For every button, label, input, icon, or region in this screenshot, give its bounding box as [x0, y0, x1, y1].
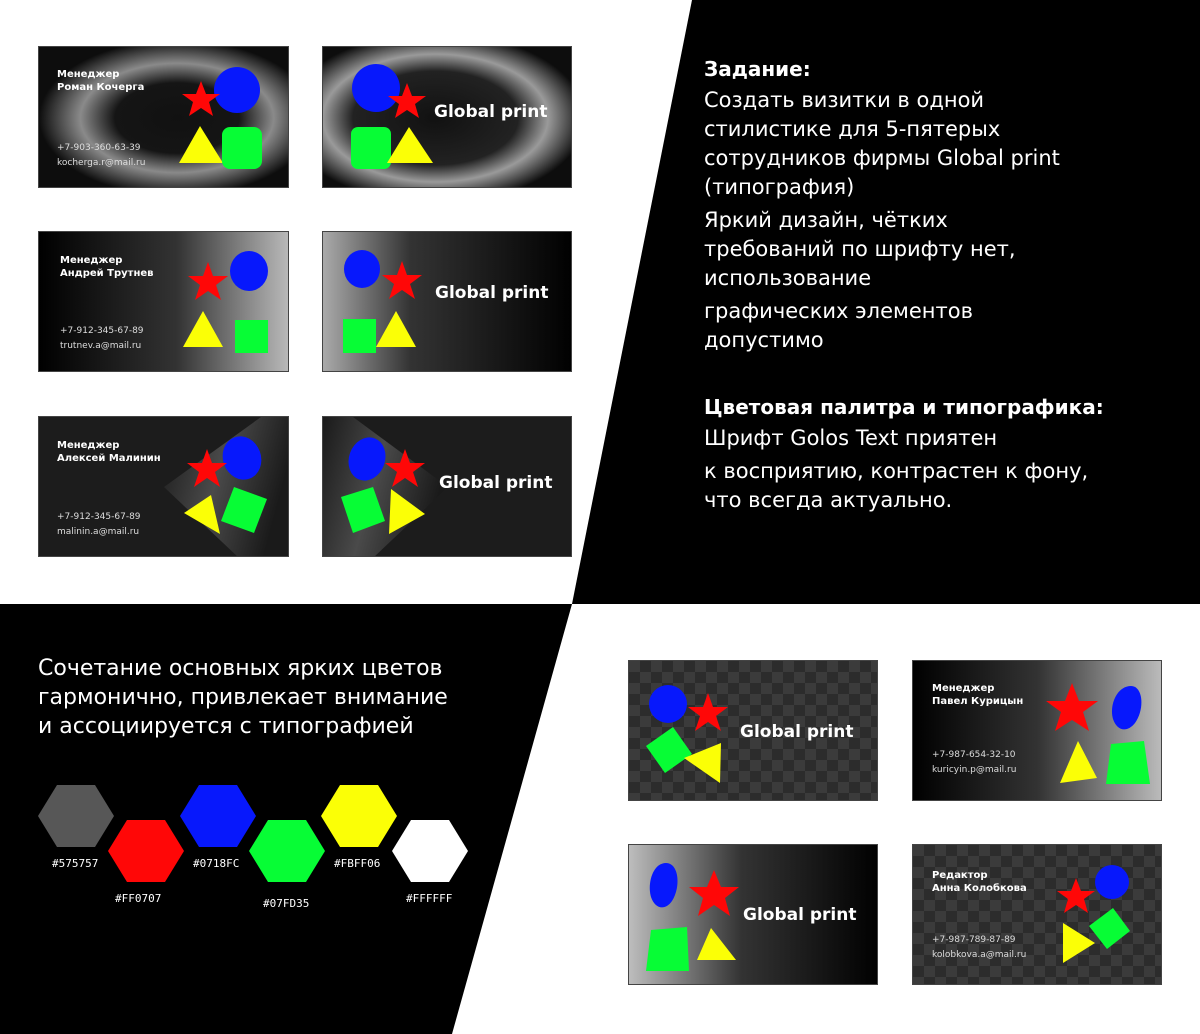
- swatch-label-5: #FBFF06: [334, 857, 381, 870]
- palette-line-1: Шрифт Golos Text приятен: [704, 426, 998, 450]
- brand-name: Global print: [743, 905, 857, 925]
- swatch-label-1: #575757: [52, 857, 99, 870]
- swatch-575757: [38, 785, 114, 847]
- business-card-kolobkova: [912, 844, 1162, 985]
- swatch-label-6: #FFFFFF: [406, 892, 453, 905]
- palette-block: [704, 393, 1184, 515]
- business-card-kocherga: [38, 46, 289, 188]
- card-contacts: +7-903-360-63-39 kocherga.r@mail.ru: [57, 143, 146, 168]
- blue-circle-shape: [352, 64, 400, 112]
- swatch-label-3: #0718FC: [193, 857, 240, 870]
- swatch-fbff06: [321, 785, 397, 847]
- business-card-brand-4: [628, 660, 878, 801]
- task-line-3: сотрудников фирмы Global print: [704, 146, 1060, 170]
- business-card-brand-1: [322, 46, 572, 188]
- task-line-9: допустимо: [704, 328, 824, 352]
- task-line-5: Яркий дизайн, чётких: [704, 208, 948, 232]
- swatch-ffffff: [392, 820, 468, 882]
- brand-name: Global print: [439, 473, 553, 493]
- task-line-7: использование: [704, 266, 872, 290]
- task-line-6: требований по шрифту нет,: [704, 237, 1016, 261]
- palette-line-2: к восприятию, контрастен к фону,: [704, 459, 1089, 483]
- palette-heading: Цветовая палитра и типографика:: [704, 395, 1104, 419]
- green-square-shape: [222, 127, 262, 169]
- swatch-label-2: #FF0707: [115, 892, 162, 905]
- business-card-kuricyn: [912, 660, 1162, 801]
- task-line-1: Создать визитки в одной: [704, 88, 985, 112]
- card-role-name: Редактор Анна Колобкова: [932, 870, 1027, 894]
- green-square-shape: [343, 319, 376, 353]
- blue-circle-shape: [230, 251, 268, 291]
- business-card-trutnev: [38, 231, 289, 372]
- task-heading: Задание:: [704, 57, 811, 81]
- blue-circle-shape: [214, 67, 260, 113]
- card-contacts: +7-912-345-67-89 malinin.a@mail.ru: [57, 512, 141, 537]
- green-square-shape: [646, 927, 689, 971]
- business-card-brand-2: [322, 231, 572, 372]
- harmony-line-2: гармонично, привлекает внимание: [38, 685, 448, 710]
- card-role-name: Менеджер Алексей Малинин: [57, 440, 161, 464]
- green-square-shape: [235, 320, 268, 353]
- brand-name: Global print: [740, 722, 854, 742]
- swatch-07fd35: [249, 820, 325, 882]
- business-card-malinin: [38, 416, 289, 557]
- swatch-ff0707: [108, 820, 184, 882]
- harmony-line-1: Сочетание основных ярких цветов: [38, 656, 443, 681]
- brand-name: Global print: [434, 102, 548, 122]
- green-square-shape: [1106, 741, 1150, 784]
- palette-line-3: что всегда актуально.: [704, 488, 953, 512]
- harmony-text: [38, 654, 508, 741]
- task-block: [704, 55, 1184, 355]
- task-line-8: графических элементов: [704, 299, 973, 323]
- card-role-name: Менеджер Роман Кочерга: [57, 69, 145, 93]
- card-role-name: Менеджер Андрей Трутнев: [60, 255, 154, 279]
- business-card-brand-5: [628, 844, 878, 985]
- task-line-2: стилистике для 5-пятерых: [704, 117, 1001, 141]
- blue-circle-shape: [649, 685, 687, 723]
- blue-circle-shape: [1095, 865, 1129, 899]
- green-square-shape: [351, 127, 391, 169]
- business-card-brand-3: [322, 416, 572, 557]
- card-graphics: [913, 845, 1162, 985]
- task-line-4: (типография): [704, 175, 855, 199]
- brand-name: Global print: [435, 283, 549, 303]
- harmony-line-3: и ассоциируется с типографией: [38, 714, 414, 739]
- card-role-name: Менеджер Павел Курицын: [932, 683, 1024, 707]
- card-contacts: +7-912-345-67-89 trutnev.a@mail.ru: [60, 326, 144, 351]
- swatch-0718fc: [180, 785, 256, 847]
- blue-circle-shape: [344, 250, 380, 288]
- swatch-label-4: #07FD35: [263, 897, 310, 910]
- card-contacts: +7-987-654-32-10 kuricyin.p@mail.ru: [932, 750, 1017, 775]
- card-contacts: +7-987-789-87-89 kolobkova.a@mail.ru: [932, 935, 1027, 960]
